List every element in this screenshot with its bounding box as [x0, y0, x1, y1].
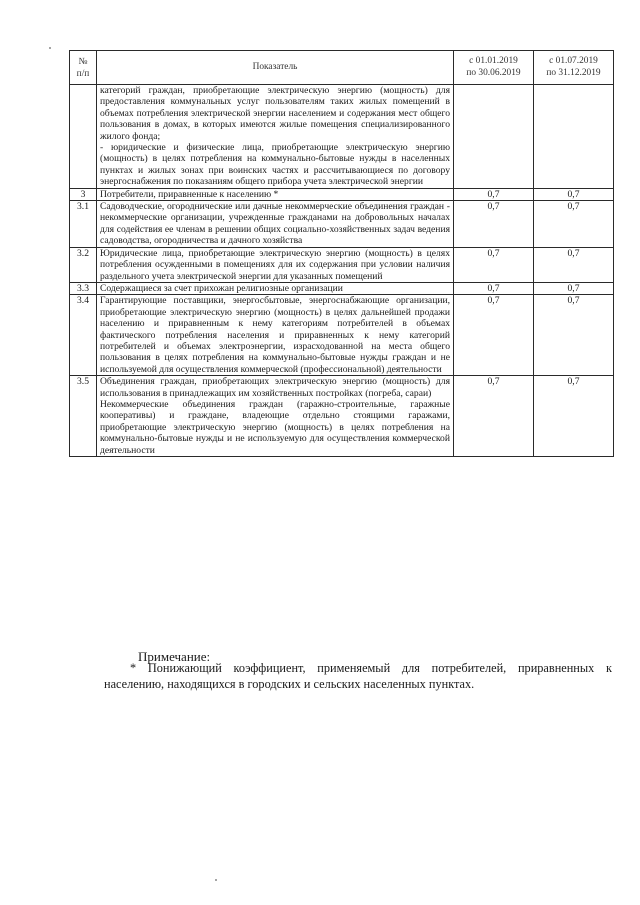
header-period-2: с 01.07.2019 по 31.12.2019	[534, 51, 614, 85]
row-value-1: 0,7	[454, 201, 534, 248]
row-text: Гарантирующие поставщики, энергосбытовые, энергоснабжающие организации, приобретающие электрическую энергию (мощность) в целях дальнейшей продажи населению и приравненным к нему категориям потребителей в объемах фактического потребления населения и приравненных к нему категорий потребителей и объемах электроэнергии, израсходованной на места общего пользования в целях потребления на коммунально-бытовые нужды граждан и не используемой для осуществления коммерческой (профессиональной) деятельности	[97, 295, 454, 376]
note-text: * Понижающий коэффициент, применяемый для потребителей, приравненных к населению, находящихся в городских и сельских населенных пунктах.	[104, 661, 612, 691]
row-value-2: 0,7	[534, 247, 614, 282]
row-text: Содержащиеся за счет прихожан религиозные организации	[97, 282, 454, 294]
row-number: 3.2	[70, 247, 97, 282]
row-text-part-1: Объединения граждан, приобретающих электрическую энергию (мощность) для использования в принадлежащих им хозяйственных постройках (погреба, сараи)	[100, 376, 450, 399]
row-number: 3.4	[70, 295, 97, 376]
row-value-1: 0,7	[454, 282, 534, 294]
row-text: Потребители, приравненные к населению *	[97, 188, 454, 200]
continuation-text-2: - юридические и физические лица, приобретающие электрическую энергию (мощность) в целях потребления на коммунально-бытовые нужды в населенных пунктах и жилых зонах при воинских частях и рассчитывающиеся по договору энергоснабжения по показаниям общего прибора учета электрической энергии	[100, 142, 450, 188]
coefficients-table	[69, 50, 614, 457]
header-indicator: Показатель	[97, 51, 454, 85]
row-text	[97, 85, 454, 189]
row-number: 3.3	[70, 282, 97, 294]
table-row	[70, 201, 614, 248]
row-value-2: 0,7	[534, 188, 614, 200]
row-value-2: 0,7	[534, 295, 614, 376]
row-number: 3	[70, 188, 97, 200]
row-value-2: 0,7	[534, 201, 614, 248]
scan-speck	[49, 47, 51, 49]
table-row	[70, 85, 614, 189]
row-number	[70, 85, 97, 189]
row-text	[97, 376, 454, 457]
table-row	[70, 282, 614, 294]
header-number: № п/п	[70, 51, 97, 85]
table-row	[70, 376, 614, 457]
row-value-1	[454, 85, 534, 189]
row-number: 3.5	[70, 376, 97, 457]
row-value-2	[534, 85, 614, 189]
row-value-1: 0,7	[454, 295, 534, 376]
note-title: Примечание:	[138, 649, 211, 664]
continuation-text-1: категорий граждан, приобретающие электрическую энергию (мощность) для предоставления коммунальных услуг пользователям таких жилых помещений в объемах потребления электрической энергии населением и содержания мест общего пользования в домах, в которых имеются жилые помещения специализированного жилого фонда;	[100, 85, 450, 142]
row-text-part-2: Некоммерческие объединения граждан (гаражно-строительные, гаражные кооперативы) и граждане, владеющие отдельно стоящими гаражами, приобретающие электрическую энергию (мощность) в целях потребления на коммунально-бытовые нужды и не используемую для осуществления коммерческой деятельности	[100, 398, 450, 456]
row-value-1: 0,7	[454, 188, 534, 200]
table-row	[70, 247, 614, 282]
scan-speck	[215, 879, 217, 881]
row-text: Юридические лица, приобретающие электрическую энергию (мощность) в целях потребления осужденными в помещениях для их содержания при условии наличия раздельного учета электрической энергии для указанных помещений	[97, 247, 454, 282]
row-number: 3.1	[70, 201, 97, 248]
row-text: Садоводческие, огороднические или дачные некоммерческие объединения граждан - некоммерческие организации, учрежденные гражданами на добровольных началах для содействия ее членам в решении общих социально-хозяйственных задач ведения садоводства, огородничества и дачного хозяйства	[97, 201, 454, 248]
row-value-2: 0,7	[534, 376, 614, 457]
row-value-2: 0,7	[534, 282, 614, 294]
table-row	[70, 188, 614, 200]
row-value-1: 0,7	[454, 376, 534, 457]
header-period-1: с 01.01.2019 по 30.06.2019	[454, 51, 534, 85]
table-header-row	[70, 51, 614, 85]
row-value-1: 0,7	[454, 247, 534, 282]
table-row	[70, 295, 614, 376]
